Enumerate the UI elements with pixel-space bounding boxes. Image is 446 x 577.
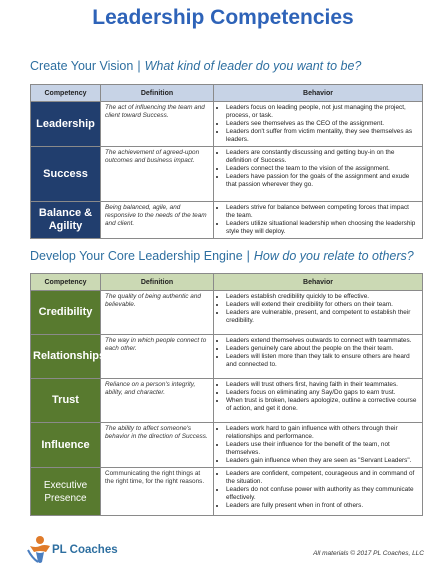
section-heading-question: What kind of leader do you want to be? <box>144 59 362 73</box>
definition-cell: The achievement of agreed-upon outcomes and business impact. <box>101 147 214 202</box>
column-header-definition: Definition <box>101 85 214 102</box>
competency-cell: Leadership <box>31 102 101 147</box>
column-header-behavior: Behavior <box>214 85 423 102</box>
column-header-behavior: Behavior <box>214 274 423 291</box>
table-row <box>31 147 423 202</box>
behavior-cell <box>214 379 423 423</box>
behavior-item: • Leaders have passion for the goals of the assignment and exude that passion wherever they go. <box>226 173 418 189</box>
behavior-cell <box>214 423 423 468</box>
table-row <box>31 102 423 147</box>
definition-text: Reliance on a person's integrity, ability, and character. <box>105 381 196 396</box>
competency-cell: Executive Presence <box>31 468 101 516</box>
section-heading-question: How do you relate to others? <box>253 249 414 263</box>
behavior-cell <box>214 468 423 516</box>
behavior-item: • Leaders connect the team to the vision of the assignment. <box>226 165 418 173</box>
behavior-item: • Leaders will extend their credibility for others on their team. <box>226 301 418 309</box>
section-heading-text: Develop Your Core Leadership Engine <box>30 249 243 263</box>
behavior-item: • Leaders will trust others first, having faith in their teammates. <box>226 381 418 389</box>
column-header-competency: Competency <box>31 85 101 102</box>
competency-cell: Relationships <box>31 335 101 379</box>
behavior-item: • Leaders will listen more than they talk to ensure others are heard and connected to. <box>226 353 418 369</box>
definition-cell: The act of influencing the team and client toward Success. <box>101 102 214 147</box>
behavior-item: • Leaders are fully present when in front of others. <box>226 502 418 510</box>
behavior-cell <box>214 102 423 147</box>
competency-cell: Credibility <box>31 291 101 335</box>
table-row <box>31 379 423 423</box>
table-row <box>31 468 423 516</box>
section-heading-text: Create Your Vision <box>30 59 134 73</box>
definition-cell <box>101 468 214 516</box>
table-header-row <box>31 85 423 102</box>
behavior-item: • Leaders establish credibility quickly to be effective. <box>226 293 418 301</box>
table-row <box>31 423 423 468</box>
behavior-item: • Leaders strive for balance between competing forces that impact the team. <box>226 204 418 220</box>
column-header-definition: Definition <box>101 274 214 291</box>
behavior-item: • Leaders use their influence for the benefit of the team, not themselves. <box>226 441 418 457</box>
definition-text: Communicating the right things at the right time, for the right reasons. <box>105 470 205 485</box>
behavior-item: • Leaders are vulnerable, present, and competent to establish their credibility. <box>226 309 418 325</box>
behavior-item: • Leaders do not confuse power with authority as they communicate effectively. <box>226 486 418 502</box>
behavior-item: • Leaders gain influence when they are seen as "Servant Leaders". <box>226 457 418 465</box>
behavior-item: • Leaders focus on eliminating any Say/Do gaps to earn trust. <box>226 389 418 397</box>
competency-cell: Success <box>31 147 101 202</box>
copyright-text: All materials © 2017 PL Coaches, LLC <box>313 550 424 557</box>
section-heading-separator: | <box>246 249 250 263</box>
table-row <box>31 202 423 239</box>
behavior-cell <box>214 335 423 379</box>
definition-cell <box>101 379 214 423</box>
table-row <box>31 291 423 335</box>
section-heading-separator: | <box>137 59 141 73</box>
page-title: Leadership Competencies <box>92 6 354 29</box>
section-heading-engine <box>30 249 414 263</box>
engine-table <box>30 273 423 516</box>
behavior-item: • Leaders don't suffer from victim mentality, they see themselves as leaders. <box>226 128 418 144</box>
table-row <box>31 335 423 379</box>
vision-table <box>30 84 423 239</box>
behavior-item: • Leaders see themselves as the CEO of the assignment. <box>226 120 418 128</box>
behavior-cell <box>214 291 423 335</box>
table-header-row <box>31 274 423 291</box>
competency-cell: Trust <box>31 379 101 423</box>
behavior-item: • Leaders are confident, competent, courageous and in command of the situation. <box>226 470 418 486</box>
column-header-competency: Competency <box>31 274 101 291</box>
definition-cell: Being balanced, agile, and responsive to the needs of the team and client. <box>101 202 214 239</box>
behavior-item: • Leaders genuinely care about the people on the their team. <box>226 345 418 353</box>
section-heading-vision <box>30 59 361 73</box>
behavior-cell <box>214 202 423 239</box>
behavior-item: • Leaders are constantly discussing and getting buy-in on the definition of Success. <box>226 149 418 165</box>
behavior-item: • Leaders work hard to gain influence with others through their relationships and performance. <box>226 425 418 441</box>
behavior-item: • When trust is broken, leaders apologize, outline a corrective course of action, and get it done. <box>226 397 418 413</box>
behavior-item: • Leaders extend themselves outwards to connect with teammates. <box>226 337 418 345</box>
competency-cell: Influence <box>31 423 101 468</box>
definition-cell: The quality of being authentic and believable. <box>101 291 214 335</box>
logo-text: PL Coaches <box>52 544 118 556</box>
definition-cell: The ability to affect someone's behavior in the direction of Success. <box>101 423 214 468</box>
behavior-item: • Leaders utilize situational leadership when choosing the leadership style they will deploy. <box>226 220 418 236</box>
definition-cell: The way in which people connect to each other. <box>101 335 214 379</box>
behavior-item: • Leaders focus on leading people, not just managing the project, process, or task. <box>226 104 418 120</box>
competency-cell: Balance & Agility <box>31 202 101 239</box>
behavior-cell <box>214 147 423 202</box>
